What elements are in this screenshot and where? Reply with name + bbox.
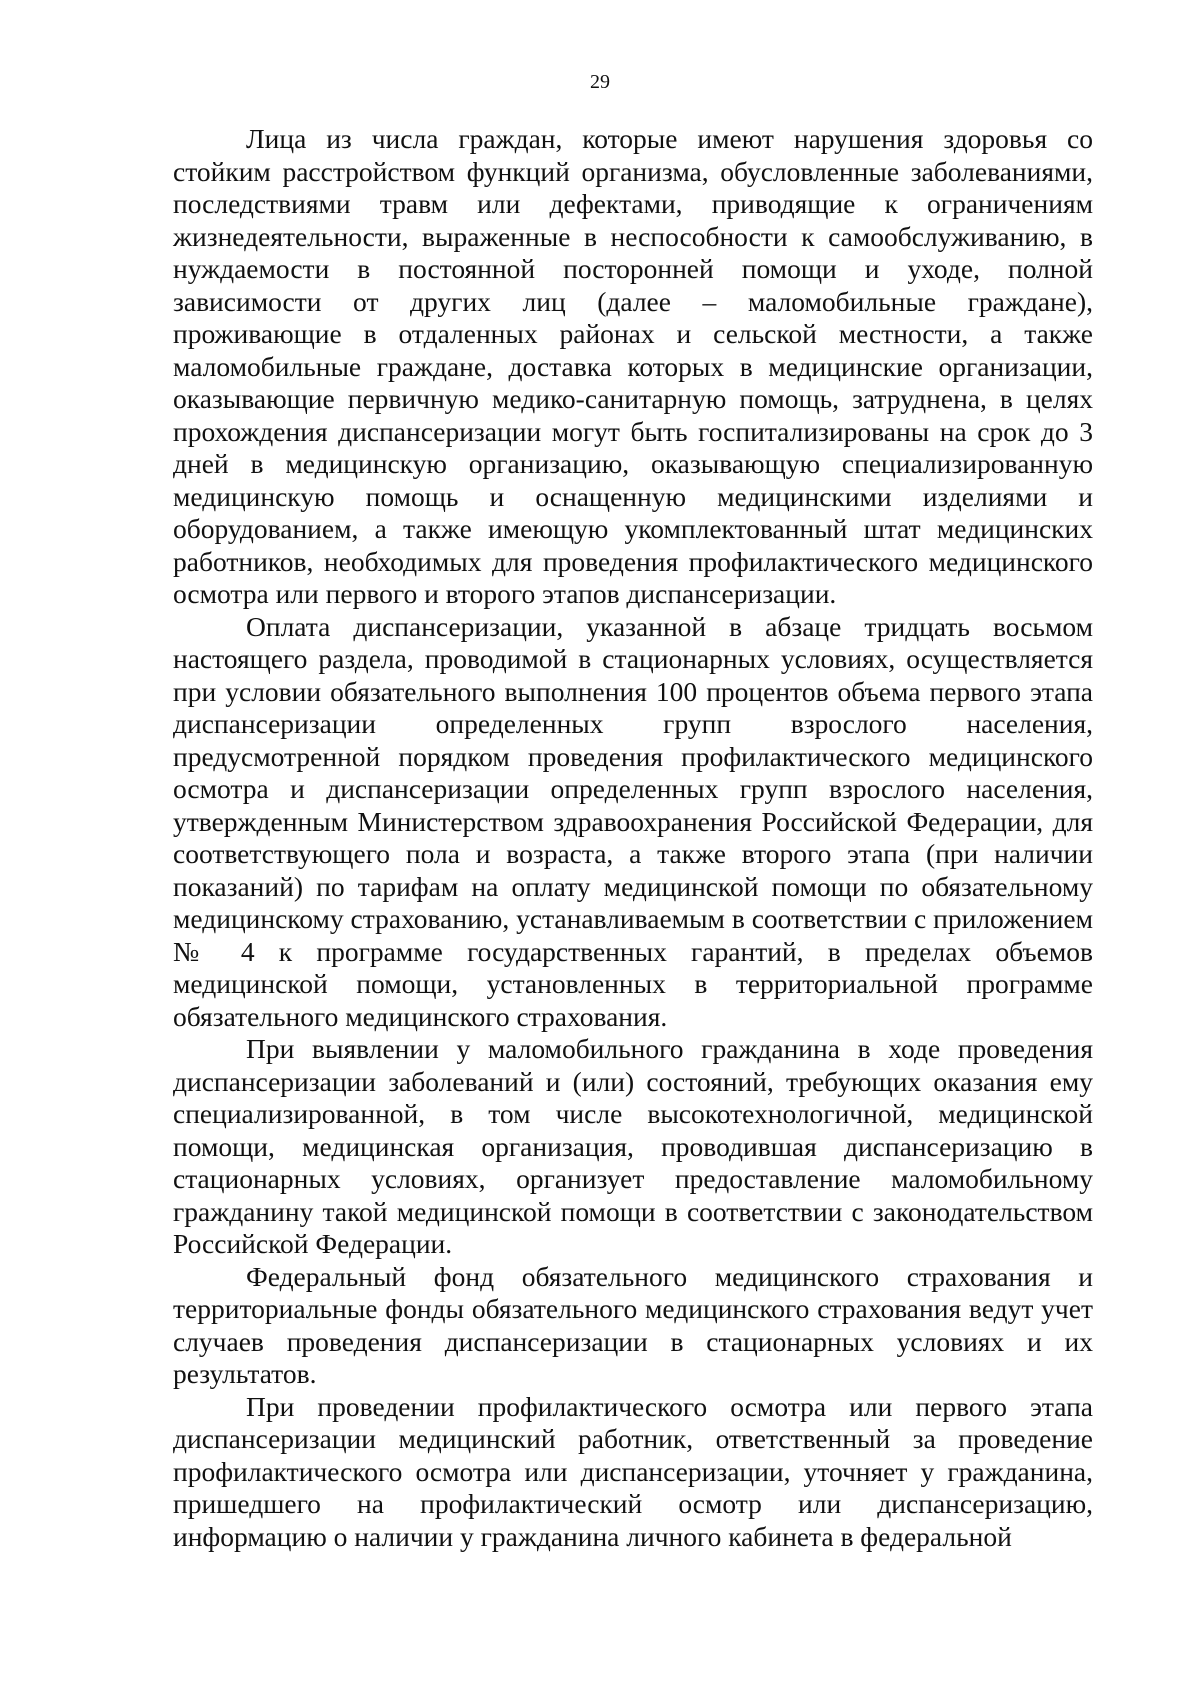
page-number: 29 — [590, 71, 610, 93]
document-body — [173, 123, 1093, 1553]
paragraph: При проведении профилактического осмотра или первого этапа диспансеризации медицинский работник, ответственный за проведение профилактического осмотра или диспансеризации, уточняет у гражданина, пришедшего на профилактический осмотр или диспансеризацию, информацию о наличии у гражданина личного кабинета в федеральной — [173, 1390, 1093, 1552]
paragraph: Оплата диспансеризации, указанной в абзаце тридцать восьмом настоящего раздела, проводимой в стационарных условиях, осуществляется при условии обязательного выполнения 100 процентов объема первого этапа диспансеризации определенных групп взрослого населения, предусмотренной порядком проведения профилактического медицинского осмотра и диспансеризации определенных групп взрослого населения, утвержденным Министерством здравоохранения Российской Федерации, для соответствующего пола и возраста, а также второго этапа (при наличии показаний) по тарифам на оплату медицинской помощи по обязательному медицинскому страхованию, устанавливаемым в соответствии с приложением № 4 к программе государственных гарантий, в пределах объемов медицинской помощи, установленных в территориальной программе обязательного медицинского страхования. — [173, 610, 1093, 1032]
paragraph: Федеральный фонд обязательного медицинского страхования и территориальные фонды обязательного медицинского страхования ведут учет случаев проведения диспансеризации в стационарных условиях и их результатов. — [173, 1260, 1093, 1389]
paragraph: Лица из числа граждан, которые имеют нарушения здоровья со стойким расстройством функций организма, обусловленные заболеваниями, последствиями травм или дефектами, приводящие к ограничениям жизнедеятельности, выраженные в неспособности к самообслуживанию, в нуждаемости в постоянной посторонней помощи и уходе, полной зависимости от других лиц (далее – маломобильные граждане), проживающие в отдаленных районах и сельской местности, а также маломобильные граждане, доставка которых в медицинские организации, оказывающие первичную медико-санитарную помощь, затруднена, в целях прохождения диспансеризации могут быть госпитализированы на срок до 3 дней в медицинскую организацию, оказывающую специализированную медицинскую помощь и оснащенную медицинскими изделиями и оборудованием, а также имеющую укомплектованный штат медицинских работников, необходимых для проведения профилактического медицинского осмотра или первого и второго этапов диспансеризации. — [173, 123, 1093, 609]
paragraph: При выявлении у маломобильного гражданина в ходе проведения диспансеризации заболеваний и (или) состояний, требующих оказания ему специализированной, в том числе высокотехнологичной, медицинской помощи, медицинская организация, проводившая диспансеризацию в стационарных условиях, организует предоставление маломобильному гражданину такой медицинской помощи в соответствии с законодательством Российской Федерации. — [173, 1033, 1093, 1259]
